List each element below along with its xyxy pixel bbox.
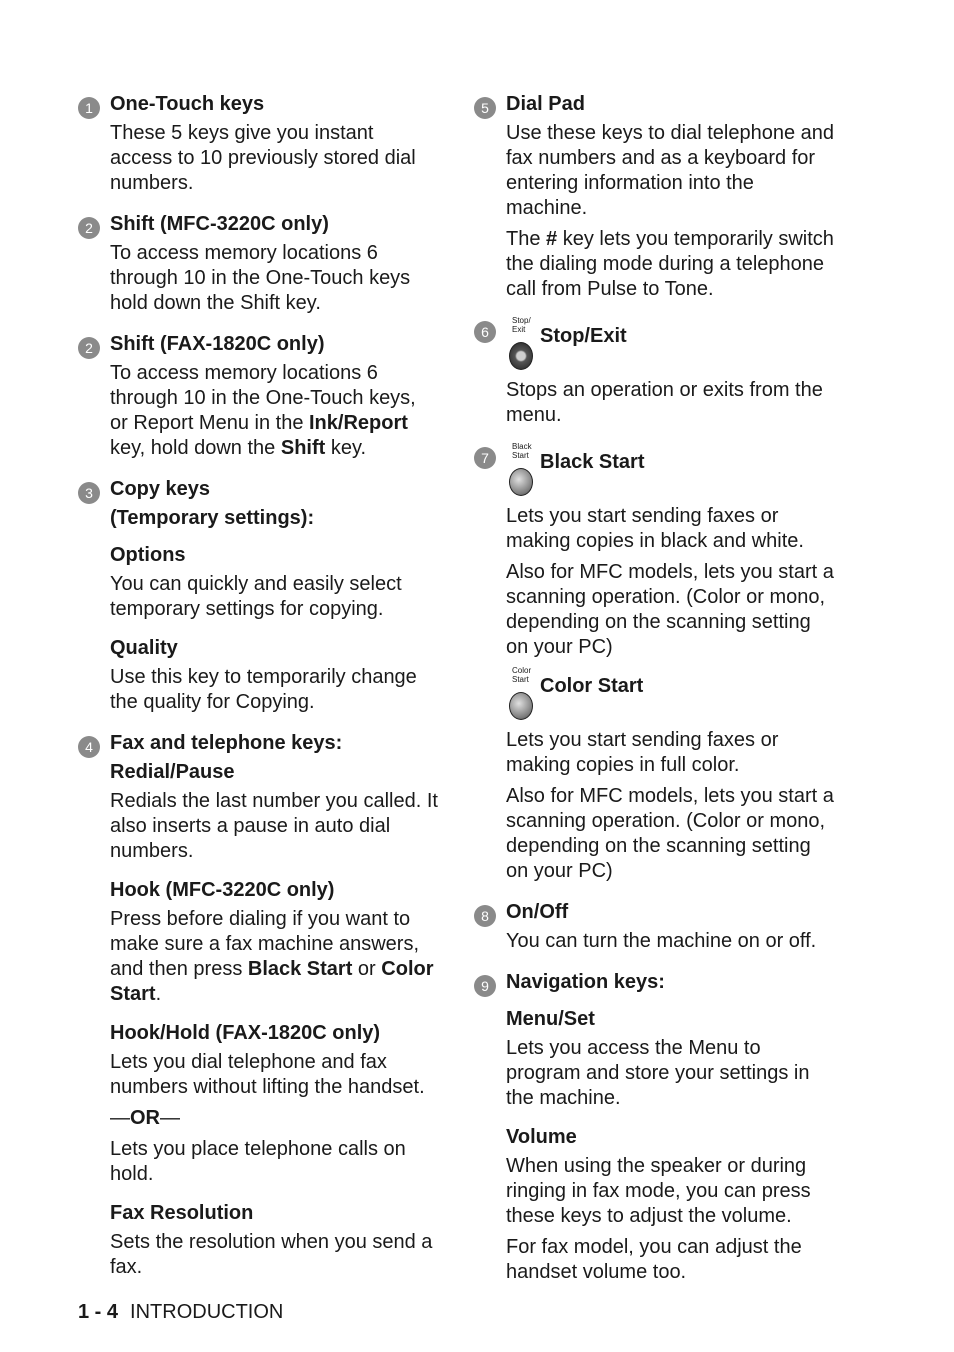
key-row bbox=[506, 442, 834, 498]
item-shift-fax bbox=[78, 332, 438, 461]
key-caption bbox=[512, 666, 531, 684]
callout-number: 5 bbox=[474, 97, 496, 119]
menu-set-title: Menu/Set bbox=[506, 1008, 595, 1030]
dash: — bbox=[160, 1107, 180, 1129]
caption-line: Start bbox=[512, 451, 529, 460]
text-run: The bbox=[506, 228, 547, 250]
menu-set-description: Lets you access the Menu to program and store your settings in the machine. bbox=[506, 1037, 810, 1109]
or-word: OR bbox=[130, 1107, 160, 1129]
caption-line: Stop/ bbox=[512, 316, 531, 325]
section-name: INTRODUCTION bbox=[130, 1301, 284, 1323]
item-navigation-keys bbox=[474, 970, 834, 1285]
start-key-disc-icon bbox=[509, 692, 533, 720]
black-start-description: Lets you start sending faxes or making copies in black and white. bbox=[506, 505, 804, 552]
fax-resolution-title: Fax Resolution bbox=[110, 1202, 254, 1224]
key-name: Ink/Report bbox=[309, 412, 408, 434]
color-start-key-icon bbox=[506, 666, 540, 722]
stop-key-disc-icon bbox=[509, 342, 533, 370]
callout-number: 8 bbox=[474, 905, 496, 927]
item-on-off bbox=[474, 900, 834, 954]
volume-title: Volume bbox=[506, 1126, 577, 1148]
heading: Stop/Exit bbox=[540, 325, 627, 347]
key-name: # bbox=[546, 228, 558, 250]
stop-exit-key-icon bbox=[506, 316, 540, 372]
text-run: key, hold down the bbox=[110, 437, 281, 459]
callout-number: 6 bbox=[474, 321, 496, 343]
key-row bbox=[506, 316, 834, 372]
item-copy-keys bbox=[78, 477, 438, 715]
fax-resolution-description: Sets the resolution when you send a fax. bbox=[110, 1231, 433, 1278]
heading: On/Off bbox=[506, 901, 569, 923]
key-name: Black Start bbox=[247, 958, 353, 980]
color-start-description-2: Also for MFC models, lets you start a scanning operation. (Color or mono, depending on the scanning setting on your PC) bbox=[506, 785, 834, 882]
start-key-disc-icon bbox=[509, 468, 533, 496]
hook-hold-description-2: Lets you place telephone calls on hold. bbox=[110, 1138, 406, 1185]
description: To access memory locations 6 through 10 in the One-Touch keys hold down the Shift key. bbox=[110, 242, 411, 314]
volume-description-2: For fax model, you can adjust the handset volume too. bbox=[506, 1236, 802, 1283]
caption-line: Black bbox=[512, 442, 532, 451]
caption-line: Start bbox=[512, 675, 529, 684]
left-column bbox=[78, 90, 438, 1286]
subheading: (Temporary settings): bbox=[110, 507, 315, 529]
black-start-description-2: Also for MFC models, lets you start a scanning operation. (Color or mono, depending on the scanning setting on your PC) bbox=[506, 561, 834, 658]
text-run: . bbox=[155, 983, 162, 1005]
page-number: 1 - 4 bbox=[78, 1301, 119, 1323]
callout-number: 9 bbox=[474, 975, 496, 997]
item-shift-mfc bbox=[78, 212, 438, 316]
key-caption bbox=[512, 442, 532, 460]
heading: Navigation keys: bbox=[506, 971, 665, 993]
callout-number: 2 bbox=[78, 337, 100, 359]
text-run: or bbox=[352, 958, 382, 980]
options-description: You can quickly and easily select temporary settings for copying. bbox=[110, 573, 402, 620]
redial-description: Redials the last number you called. It also inserts a pause in auto dial numbers. bbox=[110, 790, 438, 862]
description: Use these keys to dial telephone and fax numbers and as a keyboard for entering information into the machine. bbox=[506, 122, 834, 219]
hook-title: Hook (MFC-3220C only) bbox=[110, 879, 335, 901]
item-one-touch-keys bbox=[78, 92, 438, 196]
description-2 bbox=[506, 227, 834, 302]
or-separator bbox=[110, 1106, 438, 1131]
options-title: Options bbox=[110, 544, 186, 566]
description: You can turn the machine on or off. bbox=[506, 930, 817, 952]
item-dial-pad bbox=[474, 92, 834, 302]
black-start-heading: Black Start bbox=[540, 451, 645, 473]
heading: Shift (MFC-3220C only) bbox=[110, 213, 329, 235]
heading: One-Touch keys bbox=[110, 93, 265, 115]
description bbox=[110, 361, 438, 461]
description: These 5 keys give you instant access to 10 previously stored dial numbers. bbox=[110, 122, 416, 194]
heading: Shift (FAX-1820C only) bbox=[110, 333, 325, 355]
color-start-heading: Color Start bbox=[540, 675, 644, 697]
key-caption bbox=[512, 316, 531, 334]
redial-title: Redial/Pause bbox=[110, 761, 235, 783]
heading: Dial Pad bbox=[506, 93, 585, 115]
key-name: Color Start bbox=[110, 958, 434, 1005]
caption-line: Color bbox=[512, 666, 532, 675]
page-footer bbox=[78, 1300, 283, 1325]
key-name: Shift bbox=[280, 437, 326, 459]
callout-number: 2 bbox=[78, 217, 100, 239]
dash: — bbox=[110, 1107, 130, 1129]
black-start-key-icon bbox=[506, 442, 540, 498]
text-run: To access memory locations 6 through 10 in the One-Touch keys, or Report Menu in the bbox=[110, 362, 416, 434]
text-run: key lets you temporarily switch the dialing mode during a telephone call from Pulse to Tone. bbox=[506, 228, 834, 300]
heading: Copy keys bbox=[110, 478, 211, 500]
heading: Fax and telephone keys: bbox=[110, 732, 343, 754]
callout-number: 7 bbox=[474, 447, 496, 469]
item-stop-exit bbox=[474, 316, 834, 428]
right-column bbox=[474, 90, 834, 1291]
key-row bbox=[506, 666, 834, 722]
hook-hold-description: Lets you dial telephone and fax numbers without lifting the handset. bbox=[110, 1051, 425, 1098]
hook-hold-title: Hook/Hold (FAX-1820C only) bbox=[110, 1022, 381, 1044]
caption-line: Exit bbox=[512, 325, 526, 334]
callout-number: 4 bbox=[78, 736, 100, 758]
callout-number: 1 bbox=[78, 97, 100, 119]
text-run: key. bbox=[325, 437, 367, 459]
item-fax-telephone-keys bbox=[78, 731, 438, 1280]
color-start-description: Lets you start sending faxes or making copies in full color. bbox=[506, 729, 779, 776]
callout-number: 3 bbox=[78, 482, 100, 504]
volume-description: When using the speaker or during ringing in fax mode, you can press these keys to adjust the volume. bbox=[506, 1155, 811, 1227]
quality-title: Quality bbox=[110, 637, 178, 659]
text-run: Press before dialing if you want to make sure a fax machine answers, and then press bbox=[110, 908, 420, 980]
item-start-keys bbox=[474, 442, 834, 884]
description: Stops an operation or exits from the menu. bbox=[506, 379, 823, 426]
quality-description: Use this key to temporarily change the quality for Copying. bbox=[110, 666, 417, 713]
hook-description bbox=[110, 907, 438, 1007]
